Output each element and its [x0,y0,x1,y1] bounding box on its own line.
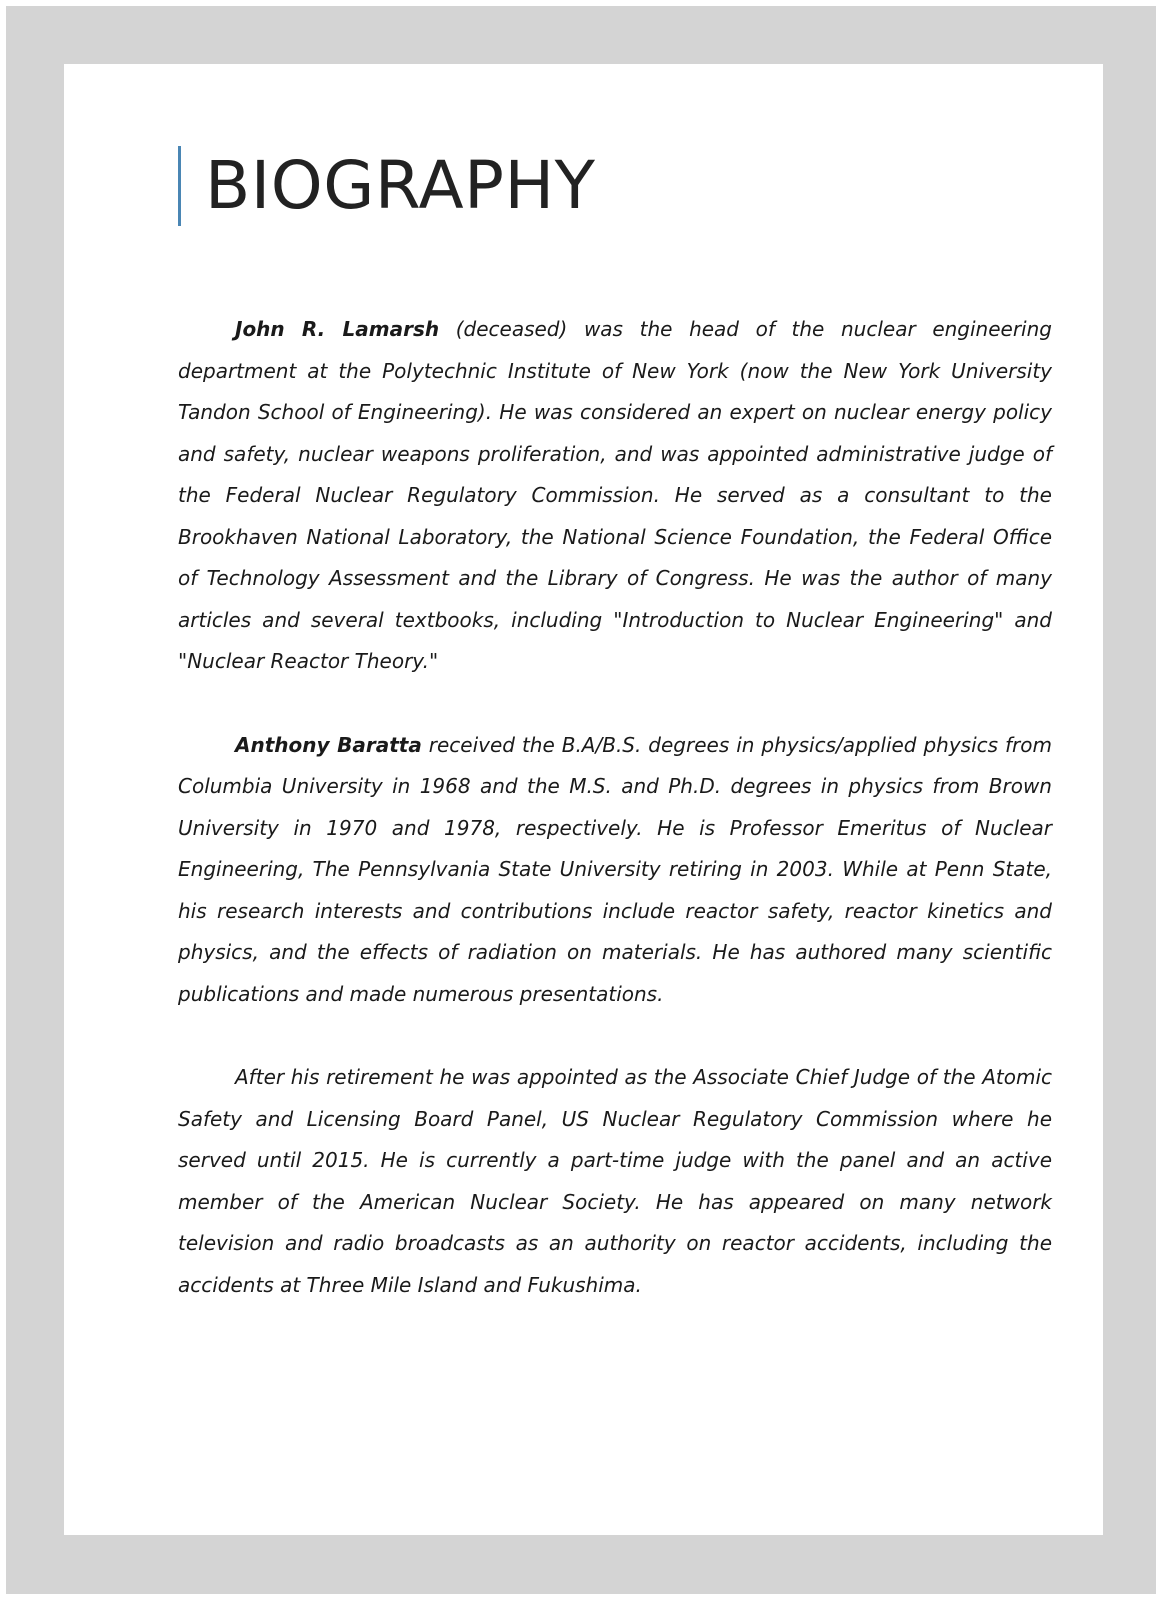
author-name-baratta: Anthony Baratta [235,732,422,757]
paragraph-lamarsh [178,309,1052,683]
paragraph-retirement [178,1057,1052,1306]
title-accent-bar [178,146,181,226]
paragraph-text: After his retirement he was appointed as the Associate Chief Judge of the Atomic Safety and Licensing Board Panel, US Nuclear Regulatory Commission where he served until 2015. He is currently a part-time judge with the panel and an active member of the American Nuclear Society. He has appeared on many network television and radio broadcasts as an authority on reactor accidents, including the accidents at Three Mile Island and Fukushima. [178,1065,1052,1297]
document-page [64,64,1103,1535]
biography-body [178,309,1052,1348]
paragraph-text: received the B.A/B.S. degrees in physics/applied physics from Columbia University in 1968 and the M.S. and Ph.D. degrees in physics from Brown University in 1970 and 1978, respectively. He is Professor Emeritus of Nuclear Engineering, The Pennsylvania State University retiring in 2003. While at Penn State, his research interests and contributions include reactor safety, reactor kinetics and physics, and the effects of radiation on materials. He has authored many scientific publications and made numerous presentations. [178,732,1052,1006]
paragraph-baratta [178,725,1052,1016]
page-title: BIOGRAPHY [205,147,596,224]
paragraph-text: (deceased) was the head of the nuclear engineering department at the Polytechnic Institute of New York (now the New York University Tandon School of Engineering). He was considered an expert on nuclear energy policy and safety, nuclear weapons proliferation, and was appointed administrative judge of the Federal Nuclear Regulatory Commission. He served as a consultant to the Brookhaven National Laboratory, the National Science Foundation, the Federal Office of Technology Assessment and the Library of Congress. He was the author of many articles and several textbooks, including "Introduction to Nuclear Engineering" and "Nuclear Reactor Theory." [178,317,1052,673]
author-name-lamarsh: John R. Lamarsh [235,317,440,341]
